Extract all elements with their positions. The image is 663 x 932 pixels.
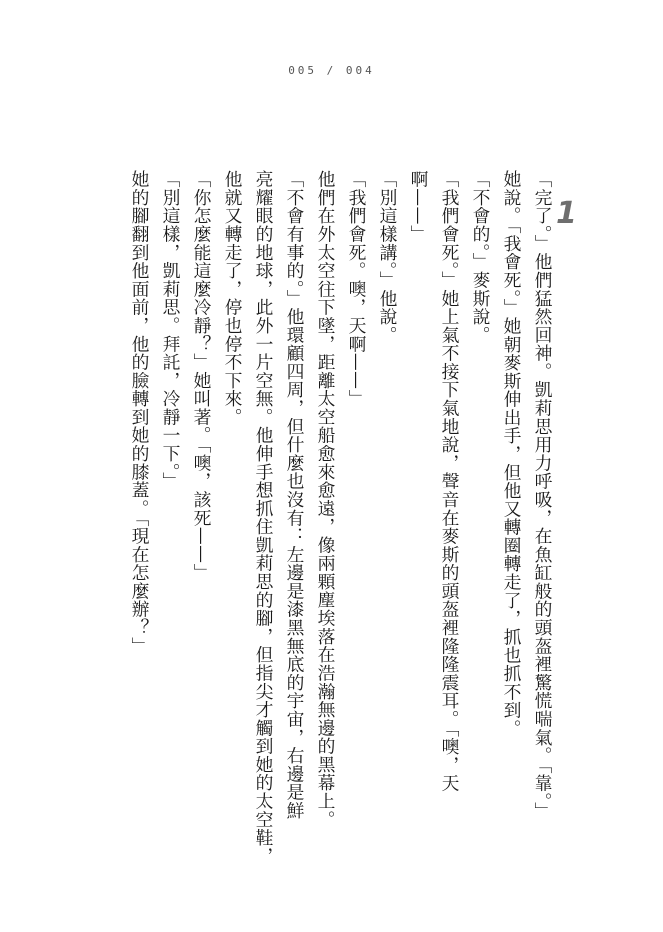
text-line: 「你怎麼能這麼冷靜？」她叫著。「噢，該死——」 bbox=[191, 170, 212, 582]
chapter-number: 1 bbox=[556, 196, 577, 231]
text-line: 他就又轉走了，停也停不下來。 bbox=[222, 170, 243, 427]
page-number: 005 / 004 bbox=[288, 64, 375, 77]
text-line: 「別這樣，凱莉思。拜託，冷靜一下。」 bbox=[160, 170, 181, 491]
text-line: 啊——」 bbox=[408, 170, 429, 244]
body-text bbox=[124, 170, 558, 870]
text-line: 他們在外太空往下墜，距離太空船愈來愈遠，像兩顆塵埃落在浩瀚無邊的黑幕上。 bbox=[315, 170, 336, 829]
text-line: 「不會有事的。」他環顧四周，但什麼也沒有：左邊是漆黑無底的宇宙，右邊是鮮 bbox=[284, 170, 305, 820]
text-line: 「我們會死。噢，天啊——」 bbox=[346, 170, 367, 408]
text-line: 「不會的。」麥斯說。 bbox=[470, 170, 491, 345]
text-line: 「完了。」他們猛然回神。凱莉思用力呼吸，在魚缸般的頭盔裡驚慌喘氣。「靠。」 bbox=[532, 170, 553, 821]
text-line: 亮耀眼的地球，此外一片空無。他伸手想抓住凱莉思的腳，但指尖才觸到她的太空鞋， bbox=[253, 170, 274, 866]
text-line: 「別這樣講。」他說。 bbox=[377, 170, 398, 345]
text-line: 她的腳翻到他面前，他的臉轉到她的膝蓋。「現在怎麼辦？」 bbox=[129, 170, 150, 655]
text-line: 「我們會死。」她上氣不接下氣地說，聲音在麥斯的頭盔裡隆隆震耳。「噢，天 bbox=[439, 170, 460, 793]
text-line: 她說。「我會死。」她朝麥斯伸出手，但他又轉圈轉走了，抓也抓不到。 bbox=[501, 170, 522, 738]
